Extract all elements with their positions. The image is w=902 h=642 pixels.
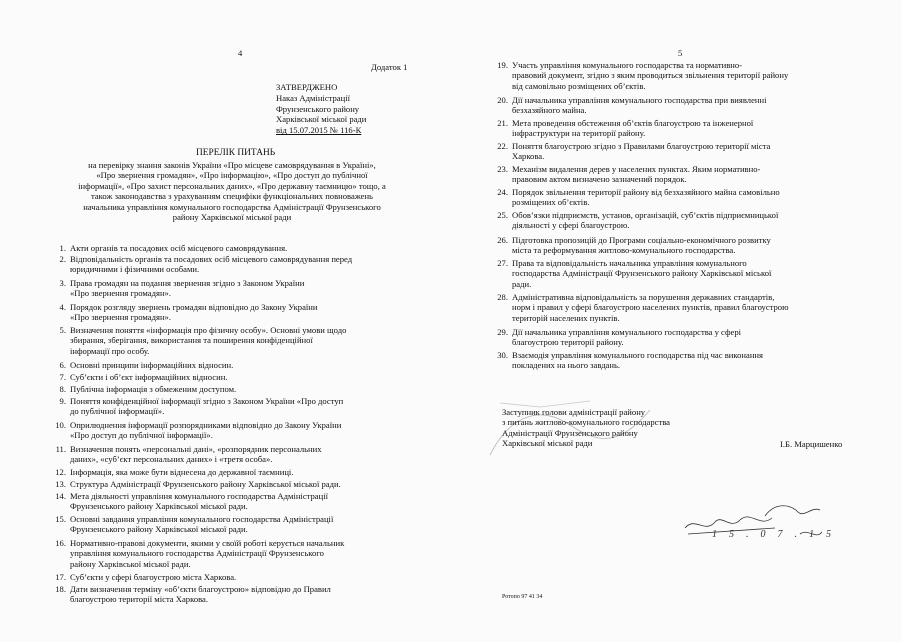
subtitle-line: на перевірку знання законів України «Про місцеве самоврядування в Україні», xyxy=(88,160,376,170)
approval-line: Наказ Адміністрації xyxy=(276,92,350,103)
approval-line: від 15.07.2015 № 116-К xyxy=(276,125,362,136)
signature-line: Заступник голови адміністрації району xyxy=(502,407,646,417)
approval-line: Харківської міської ради xyxy=(276,114,367,125)
signature-line: з питань житлово-комунального господарства xyxy=(502,417,670,428)
approval-line: ЗАТВЕРДЖЕНО xyxy=(276,82,338,92)
document-title: ПЕРЕЛІК ПИТАНЬ xyxy=(196,148,276,158)
page-number-right: 5 xyxy=(678,48,683,58)
approval-block xyxy=(276,82,366,136)
handwritten-date: 15.07.15 xyxy=(712,529,843,540)
handwritten-signature xyxy=(680,498,830,548)
stamp-signature-scribble xyxy=(480,395,660,465)
page-number-left: 4 xyxy=(238,48,243,58)
document-subtitle xyxy=(44,160,420,222)
subtitle-line: інформації», «Про захист персональних даних», «Про державну таємницю» тощо, а xyxy=(78,180,386,191)
subtitle-line: «Про звернення громадян», «Про інформацію», «Про доступ до публічної xyxy=(96,170,368,181)
signature-line: Адміністрації Фрунзенського району xyxy=(502,427,638,438)
signatory-name: І.Б. Марцишенко xyxy=(780,439,843,449)
annex-label: Додаток 1 xyxy=(371,62,408,72)
subtitle-line: також законодавства з урахуванням специфіки функціональних повноважень xyxy=(91,191,373,202)
subtitle-line: начальника управління комунального господарства Адміністрації Фрунзенського xyxy=(83,201,381,212)
subtitle-line: району Харківської міської ради xyxy=(172,212,292,223)
footer-code: Ротопо 97 41 34 xyxy=(502,594,543,600)
approval-line: Фрунзенського району xyxy=(276,103,360,114)
signature-line: Харківської міської ради xyxy=(502,438,593,449)
